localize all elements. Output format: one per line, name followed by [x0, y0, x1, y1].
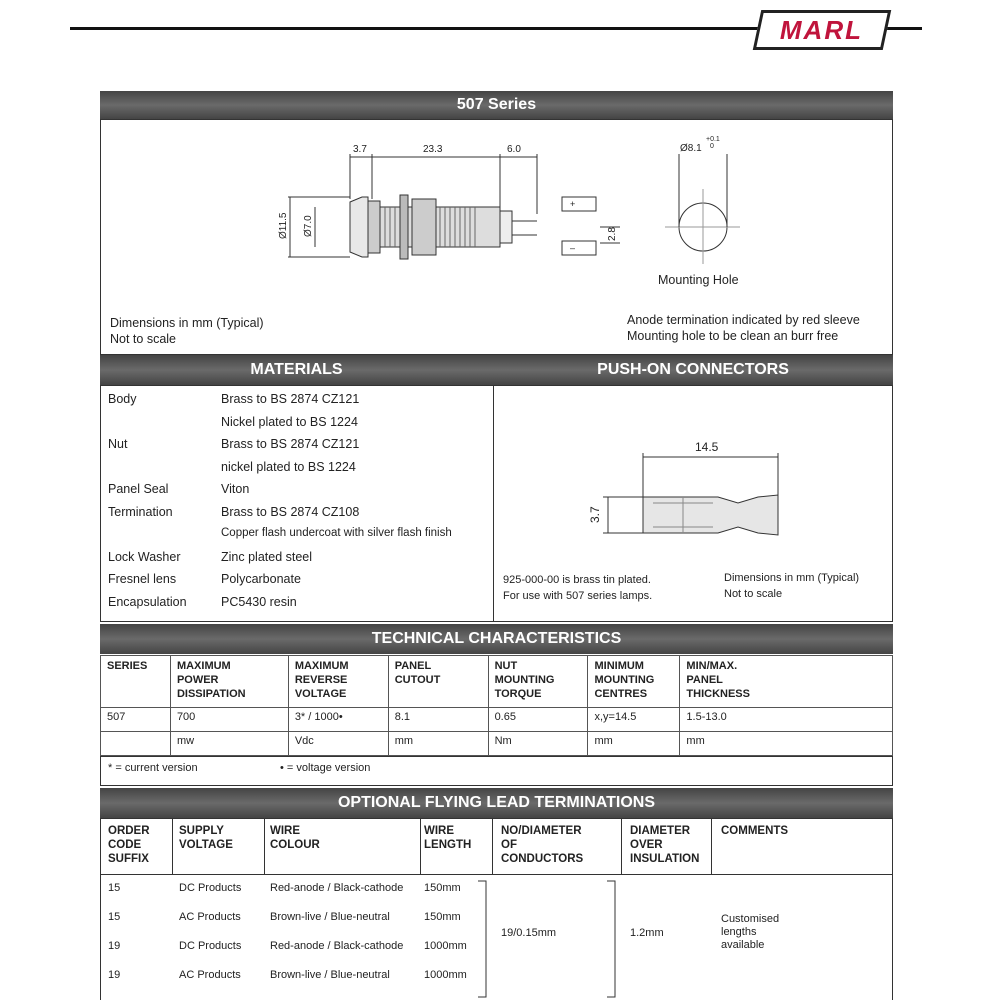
tech-value-cell: 0.65 — [488, 708, 588, 732]
flying-header-text: CONDUCTORS — [501, 853, 584, 865]
tech-value-cell: 1.5-13.0 — [680, 708, 893, 732]
material-label: Panel Seal — [108, 482, 169, 496]
svg-text:0: 0 — [710, 143, 714, 150]
flying-row-cell: DC Products — [179, 882, 242, 894]
series-title-bar — [100, 91, 893, 119]
svg-text:+: + — [570, 199, 576, 209]
tech-header-line: CENTRES — [594, 688, 648, 700]
flying-row-cell: Brown-live / Blue-neutral — [270, 911, 390, 923]
flying-header-text: NO/DIAMETER — [501, 825, 582, 837]
tech-unit-cell: mm — [588, 732, 680, 756]
material-value: Copper flash undercoat with silver flash finish — [221, 527, 452, 539]
flying-column-divider — [492, 818, 493, 874]
materials-title: MATERIALS — [250, 361, 343, 378]
flying-header-text: WIRE — [424, 825, 455, 837]
flying-row-cell: 19 — [108, 940, 121, 952]
tech-header-cell — [101, 656, 171, 708]
flying-header-text: ORDER — [108, 825, 150, 837]
bracket-length — [476, 879, 496, 1000]
flying-header-text: CODE — [108, 839, 142, 851]
dim-23-3: 23.3 — [423, 144, 443, 155]
tech-unit-cell — [101, 732, 171, 756]
tech-header-line: CUTOUT — [394, 674, 441, 686]
material-label: Fresnel lens — [108, 572, 177, 586]
series-note-hole: Mounting hole to be clean an burr free — [627, 329, 839, 343]
comment-line-1: Customised — [721, 913, 780, 925]
tech-header-line: THICKNESS — [686, 688, 750, 700]
tech-header-line: MINIMUM — [594, 660, 644, 672]
connector-note-scale: Not to scale — [724, 588, 783, 600]
material-value: Viton — [221, 482, 250, 496]
tech-header-cell — [680, 656, 893, 708]
flying-header-rule — [100, 874, 893, 875]
flying-column-divider — [420, 818, 421, 874]
insulation-value: 1.2mm — [630, 927, 664, 939]
flying-title-bar — [100, 788, 893, 818]
tech-header-line: REVERSE — [294, 674, 348, 686]
tech-unit-cell: Nm — [488, 732, 588, 756]
svg-text:–: – — [570, 243, 576, 253]
flying-column-divider — [711, 818, 712, 874]
flying-header-text: VOLTAGE — [179, 839, 233, 851]
series-note-dimensions: Dimensions in mm (Typical) — [110, 316, 264, 330]
flying-row-cell: 15 — [108, 911, 121, 923]
conductors-value: 19/0.15mm — [501, 927, 557, 939]
dim-3-7: 3.7 — [353, 144, 367, 155]
tech-value-cell: 507 — [101, 708, 171, 732]
svg-text:+0.1: +0.1 — [706, 136, 720, 143]
material-row — [108, 437, 488, 457]
series-title: 507 Series — [456, 96, 537, 113]
flying-row-cell: 1000mm — [424, 940, 467, 952]
tech-value-cell: 700 — [170, 708, 288, 732]
material-row — [108, 460, 488, 480]
marl-logo: MARL — [753, 10, 892, 50]
flying-row-cell: 1000mm — [424, 969, 467, 981]
flying-row-cell: 150mm — [424, 882, 461, 894]
material-value: Brass to BS 2874 CZ121 — [221, 392, 360, 406]
material-value: Brass to BS 2874 CZ121 — [221, 437, 360, 451]
flying-header-text: COMMENTS — [721, 825, 789, 837]
technical-title: TECHNICAL CHARACTERISTICS — [371, 630, 622, 647]
series-note-anode: Anode termination indicated by red sleeve — [627, 313, 860, 327]
flying-header-text: WIRE — [270, 825, 301, 837]
material-label: Body — [108, 392, 137, 406]
material-value: Zinc plated steel — [221, 549, 313, 564]
material-row — [108, 527, 488, 547]
material-row — [108, 392, 488, 412]
tech-header-line: MAXIMUM — [294, 660, 349, 672]
tech-header-cell — [388, 656, 488, 708]
dim-inner-diameter: Ø7.0 — [303, 215, 314, 237]
flying-row-cell: DC Products — [179, 940, 242, 952]
material-label: Encapsulation — [108, 594, 187, 609]
tech-value-cell: 3* / 1000• — [288, 708, 388, 732]
tech-header-line: MOUNTING — [594, 674, 655, 686]
connector-length-dim: 14.5 — [695, 440, 719, 454]
connector-drawing — [493, 385, 893, 622]
flying-column-divider — [264, 818, 265, 874]
tech-header-cell — [588, 656, 680, 708]
dim-hole-diameter: Ø8.1 — [680, 143, 702, 154]
flying-header-text: SUFFIX — [108, 853, 149, 865]
connector-height-dim: 3.7 — [588, 506, 602, 523]
connector-note-use: For use with 507 series lamps. — [503, 590, 653, 602]
tech-unit-cell: Vdc — [288, 732, 388, 756]
material-row — [108, 595, 488, 615]
tech-unit-cell: mm — [388, 732, 488, 756]
flying-column-divider — [172, 818, 173, 874]
bracket-conductors — [605, 879, 625, 1000]
flying-row-cell: AC Products — [179, 911, 241, 923]
connectors-title: PUSH-ON CONNECTORS — [597, 361, 789, 378]
flying-header-text: DIAMETER — [630, 825, 691, 837]
technical-footnote-box — [100, 756, 893, 786]
flying-row-cell: 15 — [108, 882, 121, 894]
comment-line-3: available — [721, 939, 765, 951]
material-row — [108, 550, 488, 570]
flying-row-cell: 19 — [108, 969, 121, 981]
materials-title-bar — [100, 355, 493, 385]
flying-header-text: COLOUR — [270, 839, 320, 851]
flying-column-divider — [621, 818, 622, 874]
footnote-voltage: • = voltage version — [280, 762, 371, 774]
material-row — [108, 572, 488, 592]
tech-header-line: VOLTAGE — [294, 688, 347, 700]
dim-2-8: 2.8 — [607, 227, 618, 241]
flying-header-text: OVER — [630, 839, 663, 851]
tech-unit-cell: mw — [170, 732, 288, 756]
tech-header-line: MAXIMUM — [176, 660, 231, 672]
tech-header-line: NUT — [494, 660, 518, 672]
tech-header-line: PANEL — [686, 674, 723, 686]
flying-row-cell: AC Products — [179, 969, 241, 981]
tech-header-line: MOUNTING — [494, 674, 555, 686]
footnote-current: * = current version — [108, 762, 198, 774]
tech-unit-cell: mm — [680, 732, 893, 756]
tech-header-line: MIN/MAX. — [686, 660, 738, 672]
tech-value-cell: x,y=14.5 — [588, 708, 680, 732]
material-label: Nut — [108, 437, 128, 451]
material-value: PC5430 resin — [221, 594, 297, 609]
flying-header-text: OF — [501, 839, 517, 851]
material-row — [108, 505, 488, 525]
tech-header-line: TORQUE — [494, 688, 542, 700]
tech-header-line: SERIES — [107, 660, 148, 672]
dim-6-0: 6.0 — [507, 144, 521, 155]
tech-header-line: POWER — [176, 674, 219, 686]
tech-header-cell — [170, 656, 288, 708]
tech-header-cell — [488, 656, 588, 708]
mounting-hole-label: Mounting Hole — [658, 273, 739, 287]
comment-line-2: lengths — [721, 926, 757, 938]
technical-table — [100, 655, 893, 756]
material-value: Brass to BS 2874 CZ108 — [221, 504, 360, 519]
tech-header-cell — [288, 656, 388, 708]
flying-header-text: SUPPLY — [179, 825, 224, 837]
material-label: Termination — [108, 504, 173, 519]
tech-header-line: DISSIPATION — [176, 688, 246, 700]
tech-value-cell: 8.1 — [388, 708, 488, 732]
flying-header-text: LENGTH — [424, 839, 472, 851]
flying-row-cell: Red-anode / Black-cathode — [270, 940, 404, 952]
series-note-scale: Not to scale — [110, 332, 177, 346]
connectors-title-bar — [493, 355, 893, 385]
material-row — [108, 482, 488, 502]
flying-row-cell: Red-anode / Black-cathode — [270, 882, 404, 894]
flying-header-text: INSULATION — [630, 853, 700, 865]
material-value: Nickel plated to BS 1224 — [221, 414, 358, 429]
material-label: Lock Washer — [108, 549, 181, 564]
tech-header-line: PANEL — [394, 660, 432, 672]
connector-note-dimensions: Dimensions in mm (Typical) — [724, 572, 860, 584]
connector-note-material: 925-000-00 is brass tin plated. — [503, 574, 651, 586]
dim-outer-diameter: Ø11.5 — [278, 212, 289, 239]
material-value: Polycarbonate — [221, 572, 301, 586]
flying-title: OPTIONAL FLYING LEAD TERMINATIONS — [337, 794, 656, 811]
material-value: nickel plated to BS 1224 — [221, 459, 356, 474]
flying-row-cell: 150mm — [424, 911, 461, 923]
technical-title-bar — [100, 624, 893, 654]
material-row — [108, 415, 488, 435]
flying-row-cell: Brown-live / Blue-neutral — [270, 969, 390, 981]
